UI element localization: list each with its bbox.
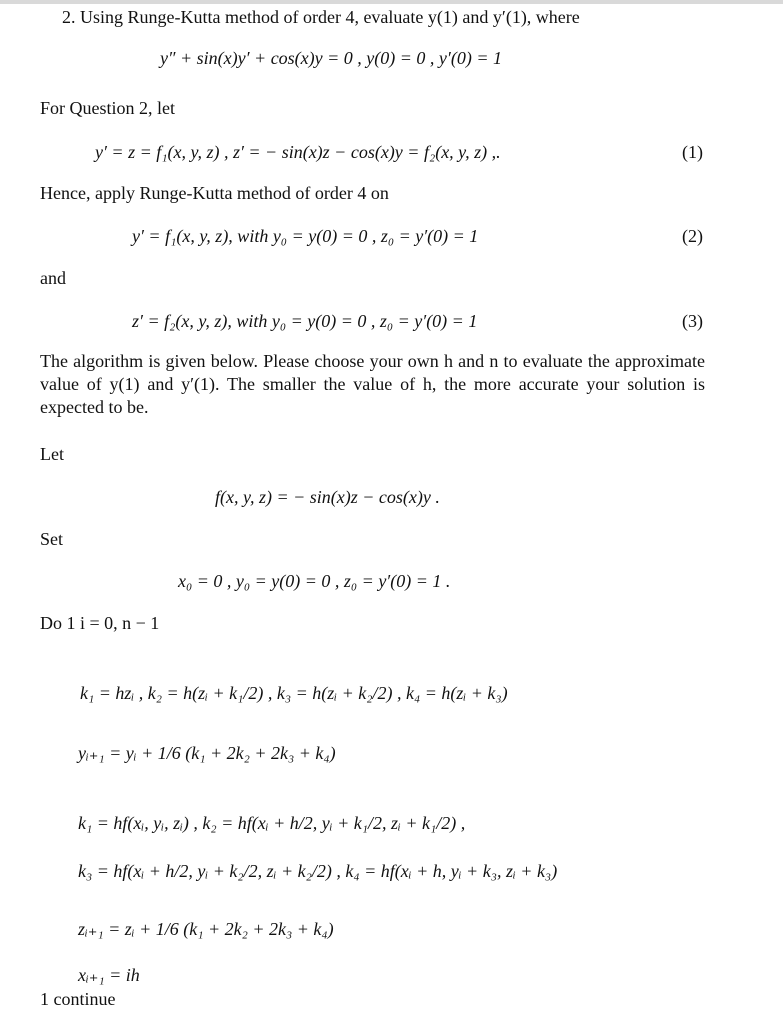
let-label: Let [40,444,64,464]
equation-3: z′ = f₂(x, y, z), with y₀ = y(0) = 0 , z₀ = y′(0) = 1 [132,311,478,331]
k-formulas-f-line2: k₃ = hf(xᵢ + h/2, yᵢ + k₂/2, zᵢ + k₂/2) , k₄ = hf(xᵢ + h, yᵢ + k₃, zᵢ + k₃) [78,861,558,881]
for-question-label: For Question 2, let [40,98,175,118]
equation-number-1: (1) [682,142,703,162]
hence-text: Hence, apply Runge-Kutta method of order 4 on [40,183,389,203]
k-formulas-z: k₁ = hzᵢ , k₂ = h(zᵢ + k₁/2) , k₃ = h(zᵢ + k₂/2) , k₄ = h(zᵢ + k₃) [80,683,508,703]
function-definition: f(x, y, z) = − sin(x)z − cos(x)y . [215,487,440,507]
equation-2: y′ = f₁(x, y, z), with y₀ = y(0) = 0 , z₀ = y′(0) = 1 [132,226,479,246]
initial-conditions: x₀ = 0 , y₀ = y(0) = 0 , z₀ = y′(0) = 1 . [178,571,451,591]
continue-label: 1 continue [40,989,116,1009]
k-formulas-f-line1: k₁ = hf(xᵢ, yᵢ, zᵢ) , k₂ = hf(xᵢ + h/2, yᵢ + k₁/2, zᵢ + k₁/2) , [78,813,466,833]
z-update-formula: zᵢ₊₁ = zᵢ + 1/6 (k₁ + 2k₂ + 2k₃ + k₄) [78,919,334,939]
system-equation: y′ = z = f₁(x, y, z) , z′ = − sin(x)z − cos(x)y = f₂(x, y, z) ,. [95,142,501,162]
x-update-formula: xᵢ₊₁ = ih [78,965,140,985]
top-divider [0,0,783,4]
algorithm-description: The algorithm is given below. Please choose your own h and n to evaluate the approximate value of y(1) and y′(1). The smaller the value of h, the more accurate your solution is expected to be. [40,351,705,417]
question-heading: 2. Using Runge-Kutta method of order 4, evaluate y(1) and y′(1), where [62,7,580,27]
question-equation: y″ + sin(x)y′ + cos(x)y = 0 , y(0) = 0 , y′(0) = 1 [160,48,502,68]
do-loop-label: Do 1 i = 0, n − 1 [40,613,160,633]
set-label: Set [40,529,64,549]
equation-number-2: (2) [682,226,703,246]
and-text: and [40,268,66,288]
equation-number-3: (3) [682,311,703,331]
y-update-formula: yᵢ₊₁ = yᵢ + 1/6 (k₁ + 2k₂ + 2k₃ + k₄) [78,743,336,763]
